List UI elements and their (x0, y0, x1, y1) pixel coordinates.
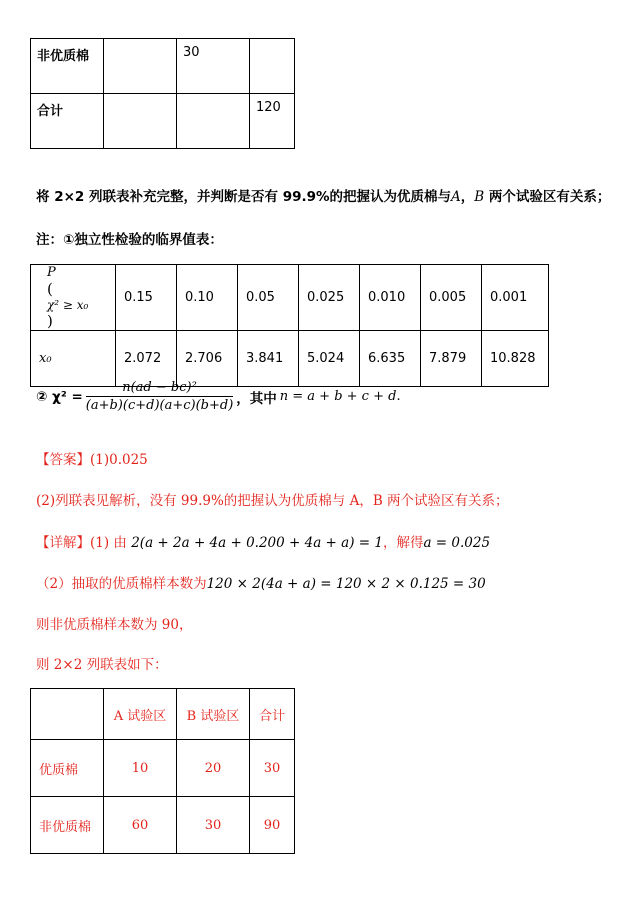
table-cell: 90 (250, 797, 295, 854)
row-label: x₀ (39, 351, 52, 366)
cell-value: 120 (256, 100, 281, 115)
formula-condition: n = a + b + c + d (279, 389, 397, 404)
cell-value (104, 39, 176, 51)
sample-prefix: （2）抽取的优质棉样本数为 (36, 576, 207, 592)
table-cell (360, 265, 421, 331)
formula-suffix: ，其中 (236, 390, 277, 407)
table-cell (360, 331, 421, 387)
critical-value-table (30, 264, 549, 387)
table-cell (31, 265, 116, 331)
header-value: 0.001 (490, 290, 528, 305)
contingency-table-answer (30, 688, 295, 854)
header-value: 0.10 (185, 290, 214, 305)
sample-equation: 120 × 2(4a + a) = 120 × 2 × 0.125 = 30 (206, 576, 486, 592)
row-label: 非优质棉 (31, 797, 104, 854)
table-row (31, 331, 549, 387)
row-value: 10.828 (490, 351, 536, 366)
table-row (31, 689, 295, 740)
separator: ， (460, 189, 475, 205)
row-value: 5.024 (307, 351, 345, 366)
answer-line-6: 则 2×2 列联表如下： (36, 657, 168, 673)
table-cell (299, 265, 360, 331)
row-value: 7.879 (429, 351, 467, 366)
row-label: 非优质棉 (37, 49, 90, 64)
table-cell (238, 331, 299, 387)
answer-line-4 (36, 572, 486, 592)
table-cell (116, 331, 177, 387)
cell-value (177, 94, 249, 106)
row-label: 优质棉 (31, 740, 104, 797)
answer-line-3 (36, 531, 490, 551)
table-row (31, 39, 295, 94)
answer-line-2: (2)列联表见解析，没有 99.9%的把握认为优质棉与 A，B 两个试验区有关系； (36, 493, 509, 509)
table-header: A 试验区 (104, 689, 177, 740)
table-cell (250, 39, 295, 94)
cell-value (104, 94, 176, 106)
table-row (31, 797, 295, 854)
detail-equation: 2(a + 2a + 4a + 0.200 + 4a + a) = 1 (131, 535, 383, 551)
table-cell (482, 265, 549, 331)
formula-prefix: ② χ² = (36, 388, 83, 405)
table-cell (104, 94, 177, 149)
question-part2: 两个试验区有关系； (484, 189, 611, 205)
header-value: 0.05 (246, 290, 275, 305)
table-cell (421, 265, 482, 331)
table-row (31, 265, 549, 331)
row-value: 3.841 (246, 351, 284, 366)
p-condition: χ² ≥ x₀ (47, 298, 89, 312)
table-cell (177, 39, 250, 94)
table-cell (104, 39, 177, 94)
answer-line-1: 【答案】(1)0.025 (36, 452, 148, 468)
table-cell (31, 331, 116, 387)
formula-end: . (396, 389, 401, 404)
table-cell (177, 331, 238, 387)
detail-result: a = 0.025 (423, 535, 491, 551)
table-cell: 30 (250, 740, 295, 797)
table-cell: 30 (177, 797, 250, 854)
p-symbol: P (47, 265, 56, 280)
table-row (31, 94, 295, 149)
header-value: 0.15 (124, 290, 153, 305)
chi-square-formula (36, 380, 401, 428)
table-cell (31, 689, 104, 740)
table-cell (116, 265, 177, 331)
table-cell (31, 94, 104, 149)
detail-prefix: 【详解】(1) 由 (36, 535, 127, 551)
formula-fraction (86, 380, 234, 413)
row-value: 2.072 (124, 351, 162, 366)
header-value: 0.025 (307, 290, 345, 305)
table-cell: 60 (104, 797, 177, 854)
cell-value: 30 (183, 45, 200, 60)
formula-numerator: n(ad − bc)² (86, 380, 234, 397)
table-cell (421, 331, 482, 387)
table-header: B 试验区 (177, 689, 250, 740)
var-b: B (474, 189, 485, 205)
formula-denominator: (a+b)(c+d)(a+c)(b+d) (85, 398, 234, 413)
question-part1: 将 2×2 列联表补充完整，并判断是否有 99.9%的把握认为优质棉与 (36, 189, 452, 205)
table-header: 合计 (250, 689, 295, 740)
header-value: 0.010 (368, 290, 406, 305)
table-cell (177, 94, 250, 149)
table-cell (31, 39, 104, 94)
table-cell: 10 (104, 740, 177, 797)
table-cell (299, 331, 360, 387)
row-value: 6.635 (368, 351, 406, 366)
table-cell (177, 265, 238, 331)
cell-value (250, 39, 294, 51)
table-cell: 20 (177, 740, 250, 797)
question-text (36, 185, 610, 205)
row-value: 2.706 (185, 351, 223, 366)
contingency-table-top (30, 38, 295, 149)
table-cell (482, 331, 549, 387)
table-row (31, 740, 295, 797)
detail-mid: ，解得 (382, 535, 424, 551)
var-a: A (451, 189, 461, 205)
row-label: 合计 (37, 104, 64, 119)
header-label: P ( χ² ≥ x₀ ) (31, 265, 115, 330)
answer-line-5: 则非优质棉样本数为 90， (36, 617, 193, 633)
header-value: 0.005 (429, 290, 467, 305)
table-cell (250, 94, 295, 149)
table-cell (238, 265, 299, 331)
note-heading: 注：①独立性检验的临界值表： (36, 232, 223, 248)
